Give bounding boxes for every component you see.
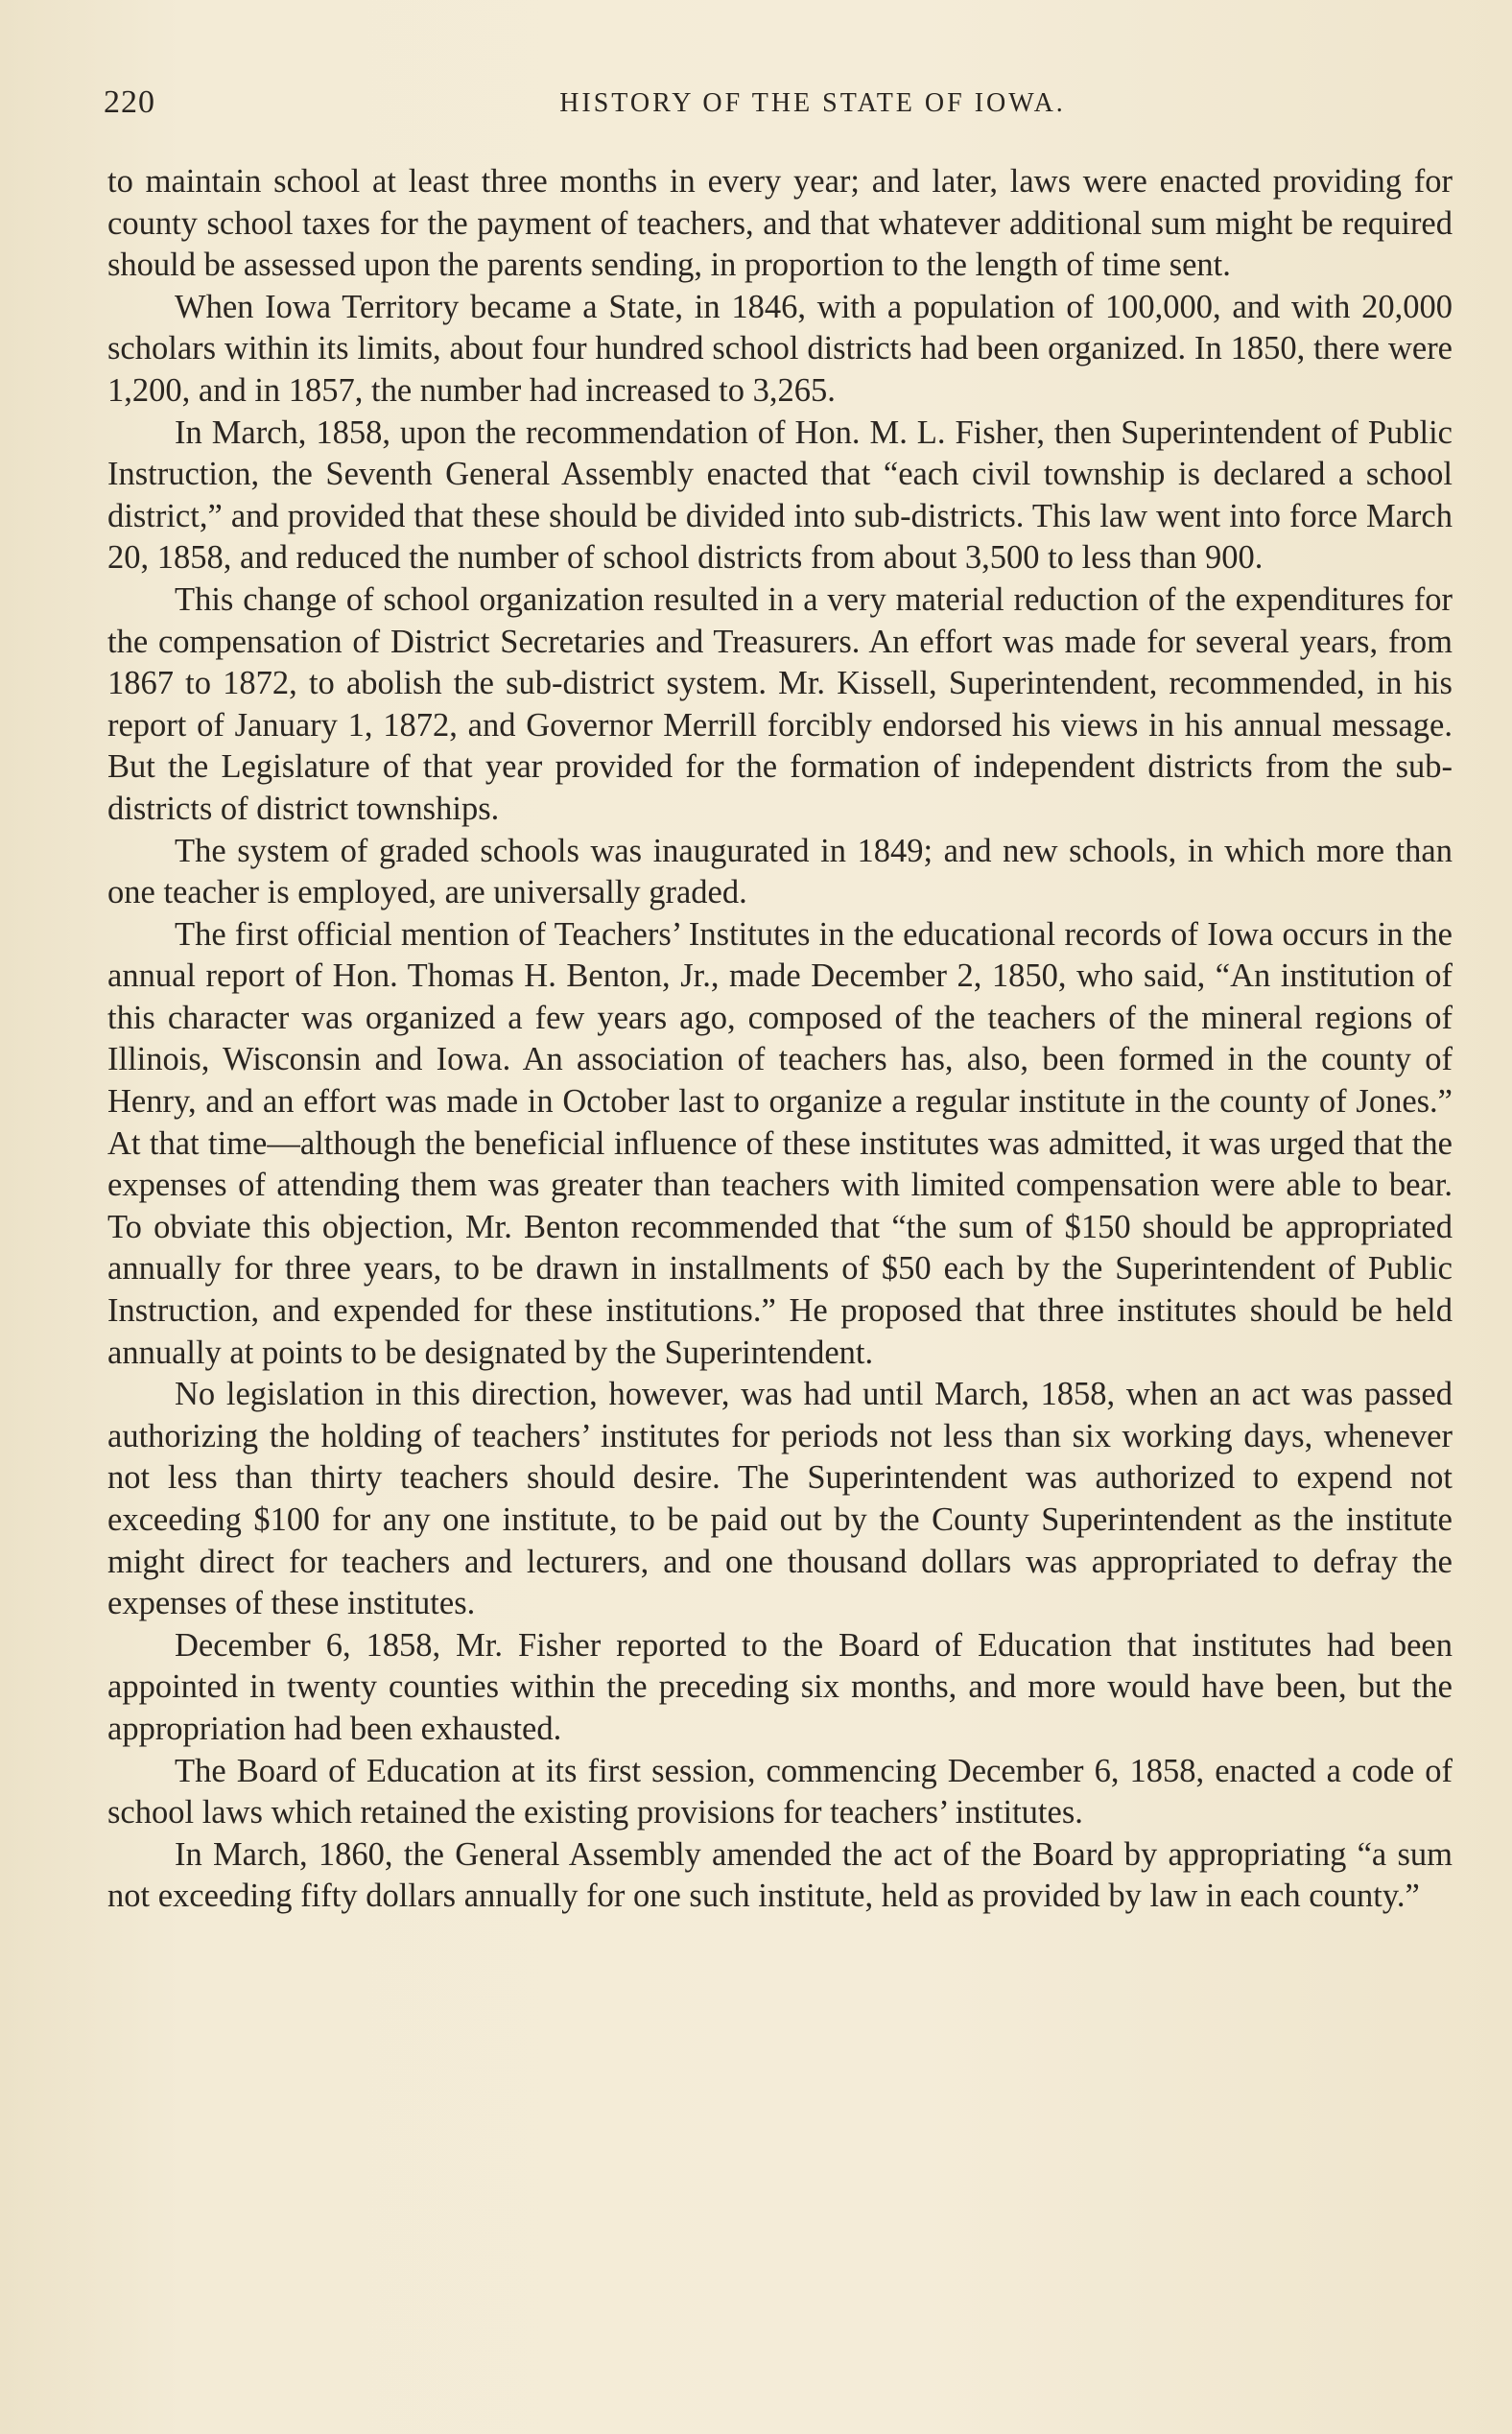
page-number: 220	[104, 84, 155, 120]
running-title: HISTORY OF THE STATE OF IOWA.	[559, 88, 1066, 118]
body-text	[107, 161, 1453, 1918]
paragraph: to maintain school at least three months in every year; and later, laws were enacted providing for county school taxes for the payment of teachers, and that whatever additional sum might be required should be assessed upon the parents sending, in proportion to the length of time sent.	[107, 163, 1453, 284]
paragraph: This change of school organization resulted in a very material reduction of the expenditures for the compensation of District Secretaries and Treasurers. An effort was made for several years, from 1867 to 1872, to abolish the sub-district system. Mr. Kissell, Superintendent, recommended, in his report of January 1, 1872, and Governor Merrill forcibly endorsed his views in his annual message. But the Legislature of that year provided for the formation of independent districts from the sub-districts of district townships.	[107, 580, 1453, 827]
paragraph: The first official mention of Teachers’ Institutes in the educational records of Iowa occurs in the annual report of Hon. Thomas H. Benton, Jr., made December 2, 1850, who said, “An institution of this character was organized a few years ago, composed of the teachers of the mineral regions of Illinois, Wisconsin and Iowa. An association of teachers has, also, been formed in the county of Henry, and an effort was made in October last to organize a regular institute in the county of Jones.” At that time—although the beneficial influence of these institutes was admitted, it was urged that the expenses of attending them was greater than teachers with limited compensation were able to bear. To obviate this objection, Mr. Benton recommended that “the sum of $150 should be appropriated annually for three years, to be drawn in installments of $50 each by the Superintendent of Public Instruction, and expended for these institutions.” He proposed that three institutes should be held annually at points to be designated by the Superintendent.	[107, 915, 1453, 1371]
paragraph: December 6, 1858, Mr. Fisher reported to the Board of Education that institutes had been appointed in twenty counties within the preceding six months, and more would have been, but the appropriation had been exhausted.	[107, 1626, 1453, 1747]
paragraph: The system of graded schools was inaugurated in 1849; and new schools, in which more than one teacher is employed, are universally graded.	[107, 832, 1453, 911]
paragraph: No legislation in this direction, however, was had until March, 1858, when an act was passed authorizing the holding of teachers’ institutes for periods not less than six working days, whenever not less than thirty teachers should desire. The Superintendent was authorized to expend not exceeding $100 for any one institute, to be paid out by the County Superintendent as the institute might direct for teachers and lecturers, and one thousand dollars was appropriated to defray the expenses of these institutes.	[107, 1376, 1453, 1622]
paragraph: In March, 1858, upon the recommendation of Hon. M. L. Fisher, then Superintendent of Public Instruction, the Seventh General Assembly enacted that “each civil township is declared a school district,” and provided that these should be divided into sub-districts. This law went into force March 20, 1858, and reduced the number of school districts from about 3,500 to less than 900.	[107, 414, 1453, 577]
running-head	[104, 84, 1454, 130]
paragraph: When Iowa Territory became a State, in 1846, with a population of 100,000, and with 20,000 scholars within its limits, about four hundred school districts had been organized. In 1850, there were 1,200, and in 1857, the number had increased to 3,265.	[107, 288, 1453, 409]
paragraph: The Board of Education at its first session, commencing December 6, 1858, enacted a code of school laws which retained the existing provisions for teachers’ institutes.	[107, 1752, 1453, 1831]
paragraph: In March, 1860, the General Assembly amended the act of the Board by appropriating “a sum not exceeding fifty dollars annually for one such institute, held as provided by law in each county.”	[107, 1835, 1453, 1915]
